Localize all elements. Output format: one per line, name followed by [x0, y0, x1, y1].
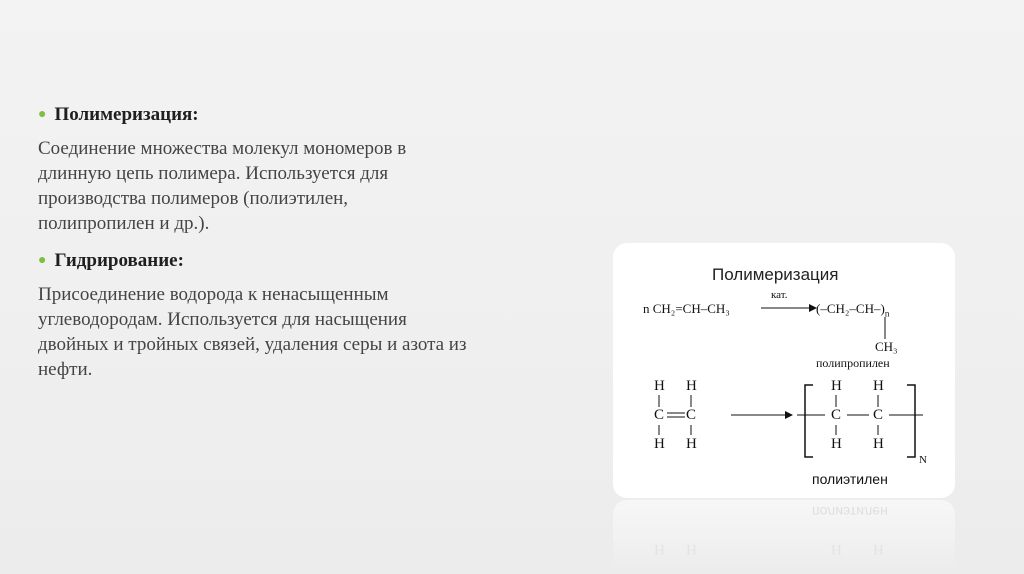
- catalyst-label: кат.: [771, 289, 788, 301]
- atom-h: H: [686, 378, 697, 394]
- diagram-title: Полимеризация: [712, 265, 839, 284]
- bullet-polymerization: [38, 104, 468, 126]
- reflection-atom: H: [686, 541, 697, 557]
- atom-h: H: [686, 436, 697, 452]
- heading-polymerization: Полимеризация:: [54, 104, 199, 125]
- propylene-reactant: n CH₂=CH–CH₃: [643, 301, 730, 316]
- bullet-dot-icon: ●: [38, 107, 47, 122]
- atom-c: C: [654, 407, 665, 423]
- ethylene-structure: [633, 375, 953, 465]
- atom-h: H: [831, 436, 842, 452]
- bullet-hydrogenation: [38, 250, 468, 272]
- reflection-atom: H: [831, 541, 842, 557]
- methyl-group: CH₃: [875, 339, 898, 354]
- methyl-bond: [883, 317, 887, 339]
- text-column: [38, 104, 468, 392]
- heading-hydrogenation: Гидрирование:: [54, 250, 184, 271]
- reaction-arrow-1: [761, 303, 817, 313]
- paragraph-hydrogenation: Присоединение водорода к ненасыщенным углеводородам. Используется для насыщения двойных и тройных связей, удаления серы и азота из нефти.: [38, 284, 467, 380]
- polypropylene-formula: [816, 301, 889, 319]
- atom-c: C: [686, 407, 697, 423]
- atom-c: C: [873, 407, 884, 423]
- reaction-diagram: [613, 243, 955, 498]
- reflection-label: полиэтилен: [812, 504, 888, 520]
- atom-h: H: [831, 378, 842, 394]
- diagram-reflection: [613, 500, 955, 574]
- polyethylene-label: полиэтилен: [812, 471, 888, 487]
- subscript-n: n: [884, 308, 890, 319]
- paragraph-polymerization: Соединение множества молекул мономеров в длинную цепь полимера. Используется для производства полимеров (полиэтилен, полипропилен и др.).: [38, 138, 407, 234]
- atom-c: C: [831, 407, 842, 423]
- polypropylene-label: полипропилен: [816, 356, 890, 370]
- atom-h: H: [654, 378, 665, 394]
- polypropylene-chain: (–CH₂–CH–): [816, 301, 885, 316]
- reflection-atom: H: [873, 541, 884, 557]
- atom-h: H: [873, 378, 884, 394]
- atom-h: H: [654, 436, 665, 452]
- bullet-dot-icon: ●: [38, 253, 47, 268]
- reflection-atom: H: [654, 541, 665, 557]
- subscript-N: N: [919, 454, 927, 466]
- atom-h: H: [873, 436, 884, 452]
